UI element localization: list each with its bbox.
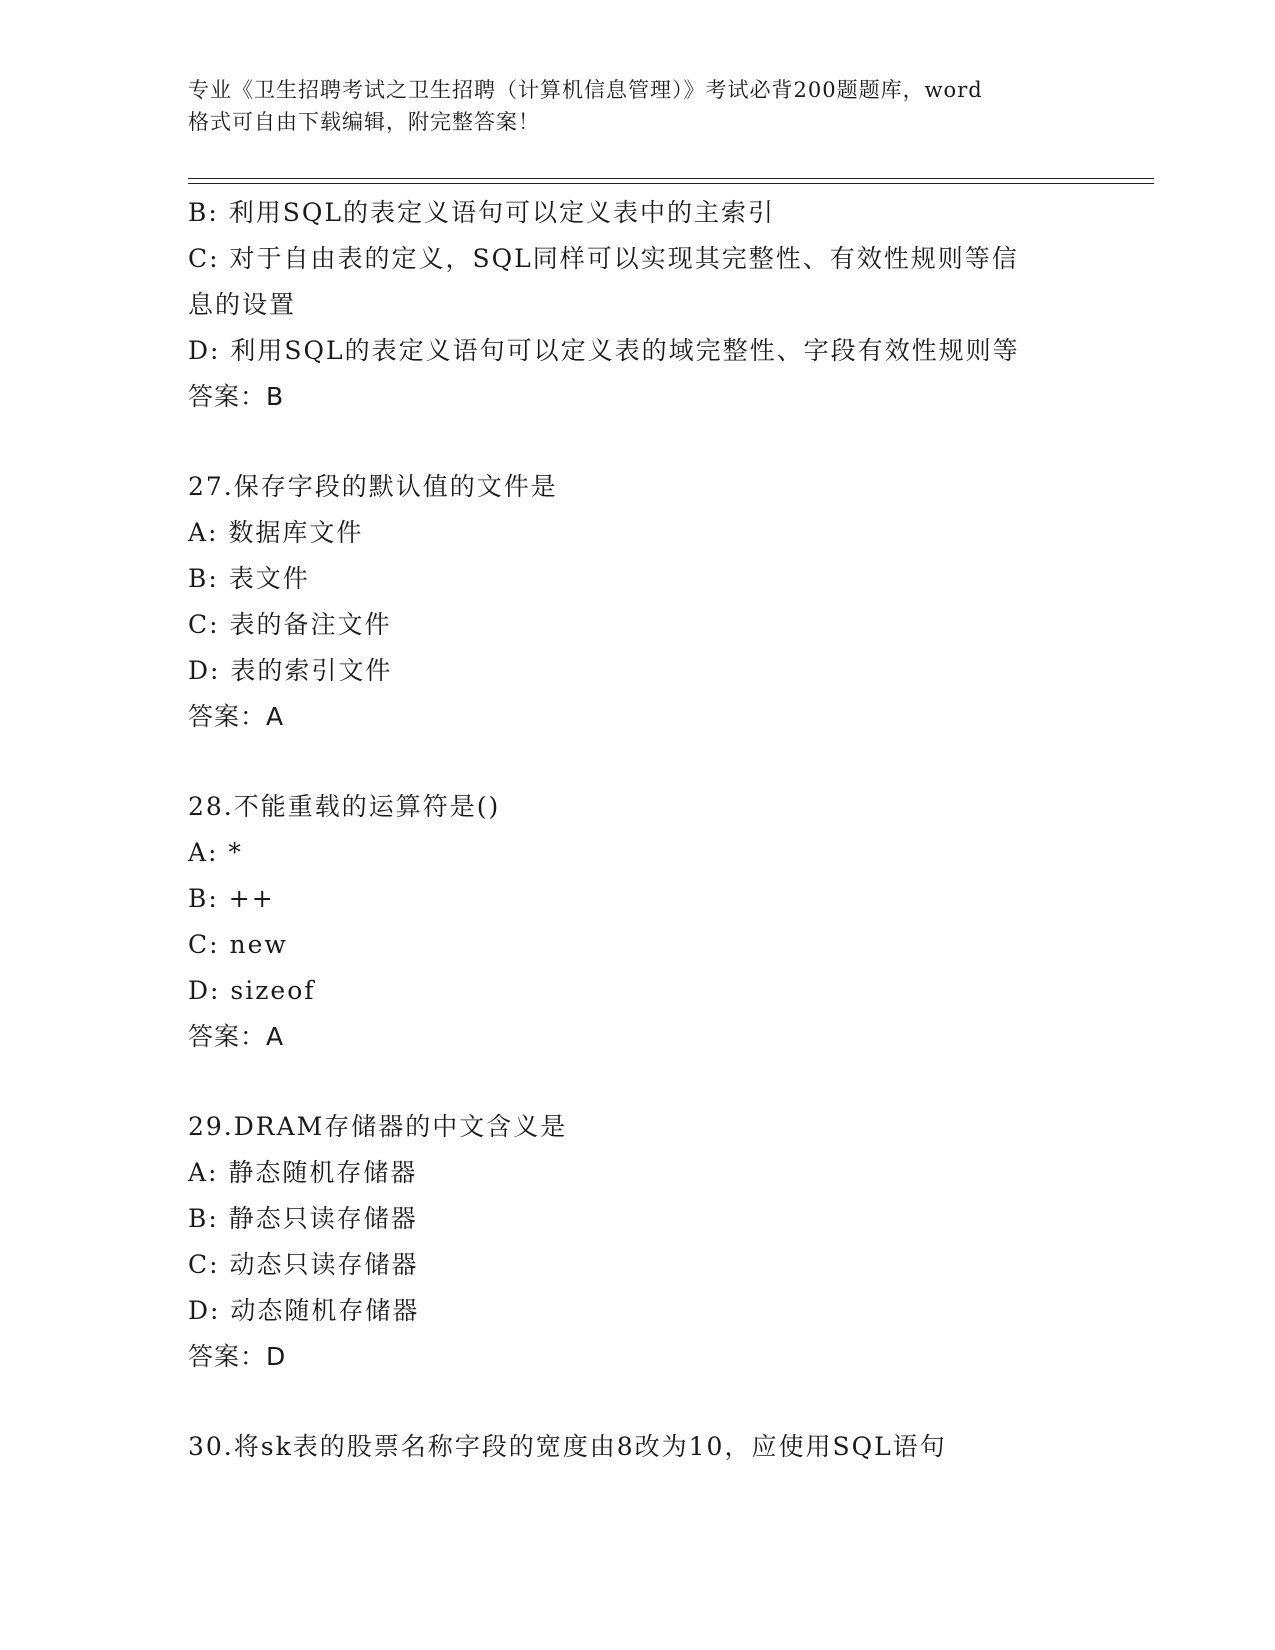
answer: 答案：A [188,1022,285,1051]
answer: 答案：D [188,1342,287,1371]
option-d: D: 动态随机存储器 [188,1296,420,1325]
document-header [188,74,1088,138]
header-line-2: 格式可自由下载编辑，附完整答案！ [188,110,540,134]
option-b: B: 利用SQL的表定义语句可以定义表中的主索引 [188,198,775,227]
option-c: C: 动态只读存储器 [188,1250,419,1279]
question-30 [188,1424,1088,1470]
question-27 [188,464,1088,740]
question-28 [188,784,1088,1060]
option-b: B: 表文件 [188,564,310,593]
option-b: B: ++ [188,884,275,913]
header-divider-bottom [188,183,1154,184]
option-a: A: * [188,838,243,867]
header-divider-top [188,178,1154,179]
option-c: C: new [188,930,288,959]
question-text: 28.不能重载的运算符是() [188,792,501,821]
option-c: C: 对于自由表的定义，SQL同样可以实现其完整性、有效性规则等信 [188,244,1019,273]
option-c-continued: 息的设置 [188,290,297,319]
question-list [188,190,1088,1470]
question-text: 30.将sk表的股票名称字段的宽度由8改为10，应使用SQL语句 [188,1432,947,1461]
option-a: A: 数据库文件 [188,518,364,547]
answer: 答案：A [188,702,285,731]
answer: 答案：B [188,382,285,411]
option-c: C: 表的备注文件 [188,610,392,639]
option-b: B: 静态只读存储器 [188,1204,418,1233]
question-29 [188,1104,1088,1380]
question-text: 27.保存字段的默认值的文件是 [188,472,558,501]
question-26-continued [188,190,1088,420]
option-d: D: sizeof [188,976,316,1005]
option-d: D: 利用SQL的表定义语句可以定义表的域完整性、字段有效性规则等 [188,336,1020,365]
option-a: A: 静态随机存储器 [188,1158,418,1187]
header-line-1: 专业《卫生招聘考试之卫生招聘（计算机信息管理）》考试必背200题题库，word [188,78,983,102]
question-text: 29.DRAM存储器的中文含义是 [188,1112,568,1141]
option-d: D: 表的索引文件 [188,656,393,685]
